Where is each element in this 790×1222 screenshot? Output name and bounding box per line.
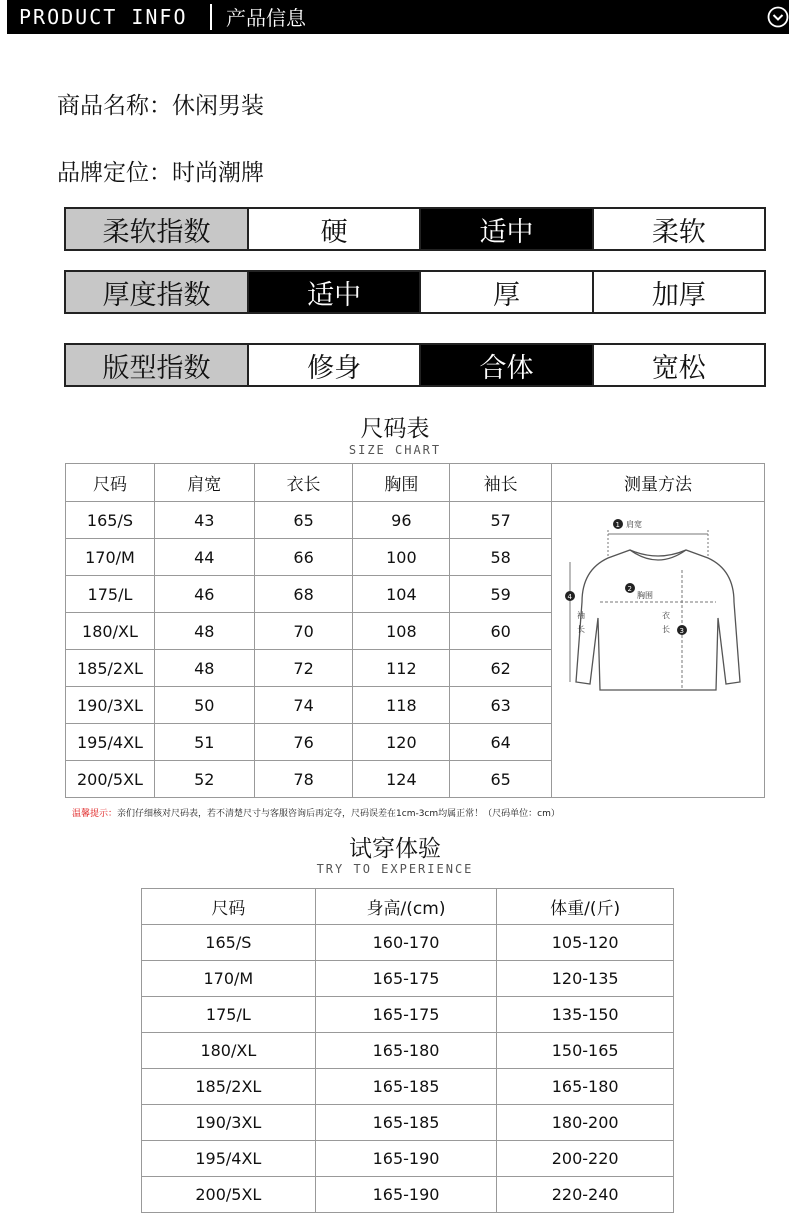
- size-cell: 185/2XL: [142, 1069, 316, 1105]
- weight-cell: 180-200: [497, 1105, 674, 1141]
- table-row: [142, 961, 674, 997]
- fit-chart-subtitle: TRY TO EXPERIENCE: [316, 862, 474, 876]
- length-cell: 78: [254, 761, 353, 798]
- table-row: [142, 1105, 674, 1141]
- length-cell: 74: [254, 687, 353, 724]
- length-label-2: 长: [662, 625, 670, 634]
- height-cell: 165-185: [315, 1069, 497, 1105]
- length-label-1: 衣: [662, 611, 670, 620]
- softness-option: 柔软: [592, 209, 764, 249]
- table-row: [142, 1141, 674, 1177]
- table-row: [142, 925, 674, 961]
- sleeve-label-1: 袖: [577, 611, 585, 620]
- shoulder-cell: 48: [154, 650, 254, 687]
- size-cell: 165/S: [66, 502, 155, 539]
- size-cell: 180/XL: [66, 613, 155, 650]
- chest-cell: 112: [353, 650, 450, 687]
- thickness-option: 厚: [419, 272, 591, 312]
- fit-option: 宽松: [592, 345, 764, 385]
- header-divider: [210, 4, 212, 30]
- weight-cell: 150-165: [497, 1033, 674, 1069]
- size-cell: 200/5XL: [66, 761, 155, 798]
- column-header: 身高/(cm): [315, 889, 497, 925]
- softness-option-selected: 适中: [419, 209, 591, 249]
- weight-cell: 105-120: [497, 925, 674, 961]
- column-header: 尺码: [142, 889, 316, 925]
- height-cell: 165-190: [315, 1141, 497, 1177]
- shoulder-cell: 52: [154, 761, 254, 798]
- shoulder-cell: 50: [154, 687, 254, 724]
- length-cell: 70: [254, 613, 353, 650]
- softness-index-label: 柔软指数: [66, 209, 247, 249]
- size-chart-table: [65, 463, 765, 798]
- fit-index-row: [64, 343, 766, 387]
- table-row: [142, 1033, 674, 1069]
- length-cell: 65: [254, 502, 353, 539]
- chest-cell: 120: [353, 724, 450, 761]
- chest-label: 胸围: [637, 591, 653, 600]
- size-chart-subtitle: SIZE CHART: [348, 443, 442, 457]
- table-row: [66, 502, 765, 539]
- chest-cell: 108: [353, 613, 450, 650]
- chest-cell: 96: [353, 502, 450, 539]
- table-header-row: [142, 889, 674, 925]
- sleeve-cell: 57: [450, 502, 552, 539]
- fit-chart-title: 试穿体验: [349, 836, 441, 862]
- size-cell: 195/4XL: [66, 724, 155, 761]
- column-header: 袖长: [450, 464, 552, 502]
- column-header: 衣长: [254, 464, 353, 502]
- sleeve-label-2: 长: [577, 625, 585, 634]
- size-cell: 190/3XL: [66, 687, 155, 724]
- product-name: 商品名称：休闲男装: [57, 93, 264, 119]
- length-cell: 68: [254, 576, 353, 613]
- size-cell: 190/3XL: [142, 1105, 316, 1141]
- shoulder-label: 肩宽: [626, 520, 642, 529]
- header-title-en: PRODUCT INFO: [19, 5, 188, 29]
- weight-cell: 200-220: [497, 1141, 674, 1177]
- height-cell: 165-175: [315, 997, 497, 1033]
- shoulder-cell: 48: [154, 613, 254, 650]
- thickness-index-label: 厚度指数: [66, 272, 247, 312]
- height-cell: 165-180: [315, 1033, 497, 1069]
- tip-label: 温馨提示：: [72, 809, 118, 819]
- sleeve-cell: 60: [450, 613, 552, 650]
- header-title-cn: 产品信息: [226, 6, 306, 30]
- height-cell: 165-190: [315, 1177, 497, 1213]
- length-cell: 72: [254, 650, 353, 687]
- size-cell: 175/L: [142, 997, 316, 1033]
- table-row: [142, 997, 674, 1033]
- length-cell: 66: [254, 539, 353, 576]
- size-tip: [72, 806, 560, 819]
- shoulder-cell: 46: [154, 576, 254, 613]
- fit-index-label: 版型指数: [66, 345, 247, 385]
- sleeve-cell: 58: [450, 539, 552, 576]
- weight-cell: 220-240: [497, 1177, 674, 1213]
- column-header: 肩宽: [154, 464, 254, 502]
- measure-method-header: 测量方法: [552, 464, 765, 502]
- chest-cell: 100: [353, 539, 450, 576]
- fit-option: 修身: [247, 345, 419, 385]
- softness-option: 硬: [247, 209, 419, 249]
- height-cell: 160-170: [315, 925, 497, 961]
- size-cell: 200/5XL: [142, 1177, 316, 1213]
- tip-text: 亲们仔细核对尺码表，若不清楚尺寸与客服咨询后再定夺，尺码误差在1cm-3cm均属正常！（尺码单位：cm）: [117, 809, 560, 819]
- height-cell: 165-185: [315, 1105, 497, 1141]
- weight-cell: 135-150: [497, 997, 674, 1033]
- brand-position: 品牌定位：时尚潮牌: [57, 160, 264, 186]
- thickness-index-row: [64, 270, 766, 314]
- chest-cell: 124: [353, 761, 450, 798]
- shoulder-cell: 44: [154, 539, 254, 576]
- length-cell: 76: [254, 724, 353, 761]
- size-cell: 195/4XL: [142, 1141, 316, 1177]
- size-cell: 165/S: [142, 925, 316, 961]
- height-cell: 165-175: [315, 961, 497, 997]
- chest-cell: 104: [353, 576, 450, 613]
- column-header: 胸围: [353, 464, 450, 502]
- sleeve-cell: 65: [450, 761, 552, 798]
- column-header: 体重/(斤): [497, 889, 674, 925]
- thickness-option: 加厚: [592, 272, 764, 312]
- measure-diagram-cell: [552, 502, 765, 798]
- shirt-measure-diagram: [558, 510, 758, 710]
- fit-chart-table: [141, 888, 674, 1213]
- weight-cell: 120-135: [497, 961, 674, 997]
- size-chart-title: 尺码表: [360, 416, 430, 442]
- softness-index-row: [64, 207, 766, 251]
- chest-cell: 118: [353, 687, 450, 724]
- sleeve-cell: 64: [450, 724, 552, 761]
- thickness-option-selected: 适中: [247, 272, 419, 312]
- size-cell: 170/M: [142, 961, 316, 997]
- svg-text:3: 3: [679, 627, 684, 635]
- table-header-row: [66, 464, 765, 502]
- chevron-down-circle-icon[interactable]: [767, 6, 789, 28]
- shoulder-cell: 43: [154, 502, 254, 539]
- svg-text:1: 1: [615, 521, 620, 529]
- weight-cell: 165-180: [497, 1069, 674, 1105]
- size-cell: 170/M: [66, 539, 155, 576]
- size-cell: 185/2XL: [66, 650, 155, 687]
- size-cell: 175/L: [66, 576, 155, 613]
- fit-option-selected: 合体: [419, 345, 591, 385]
- header-bar: [7, 0, 789, 34]
- column-header: 尺码: [66, 464, 155, 502]
- sleeve-cell: 62: [450, 650, 552, 687]
- table-row: [142, 1177, 674, 1213]
- table-row: [142, 1069, 674, 1105]
- sleeve-cell: 59: [450, 576, 552, 613]
- svg-text:2: 2: [627, 585, 632, 593]
- svg-text:4: 4: [567, 593, 572, 601]
- sleeve-cell: 63: [450, 687, 552, 724]
- shoulder-cell: 51: [154, 724, 254, 761]
- size-cell: 180/XL: [142, 1033, 316, 1069]
